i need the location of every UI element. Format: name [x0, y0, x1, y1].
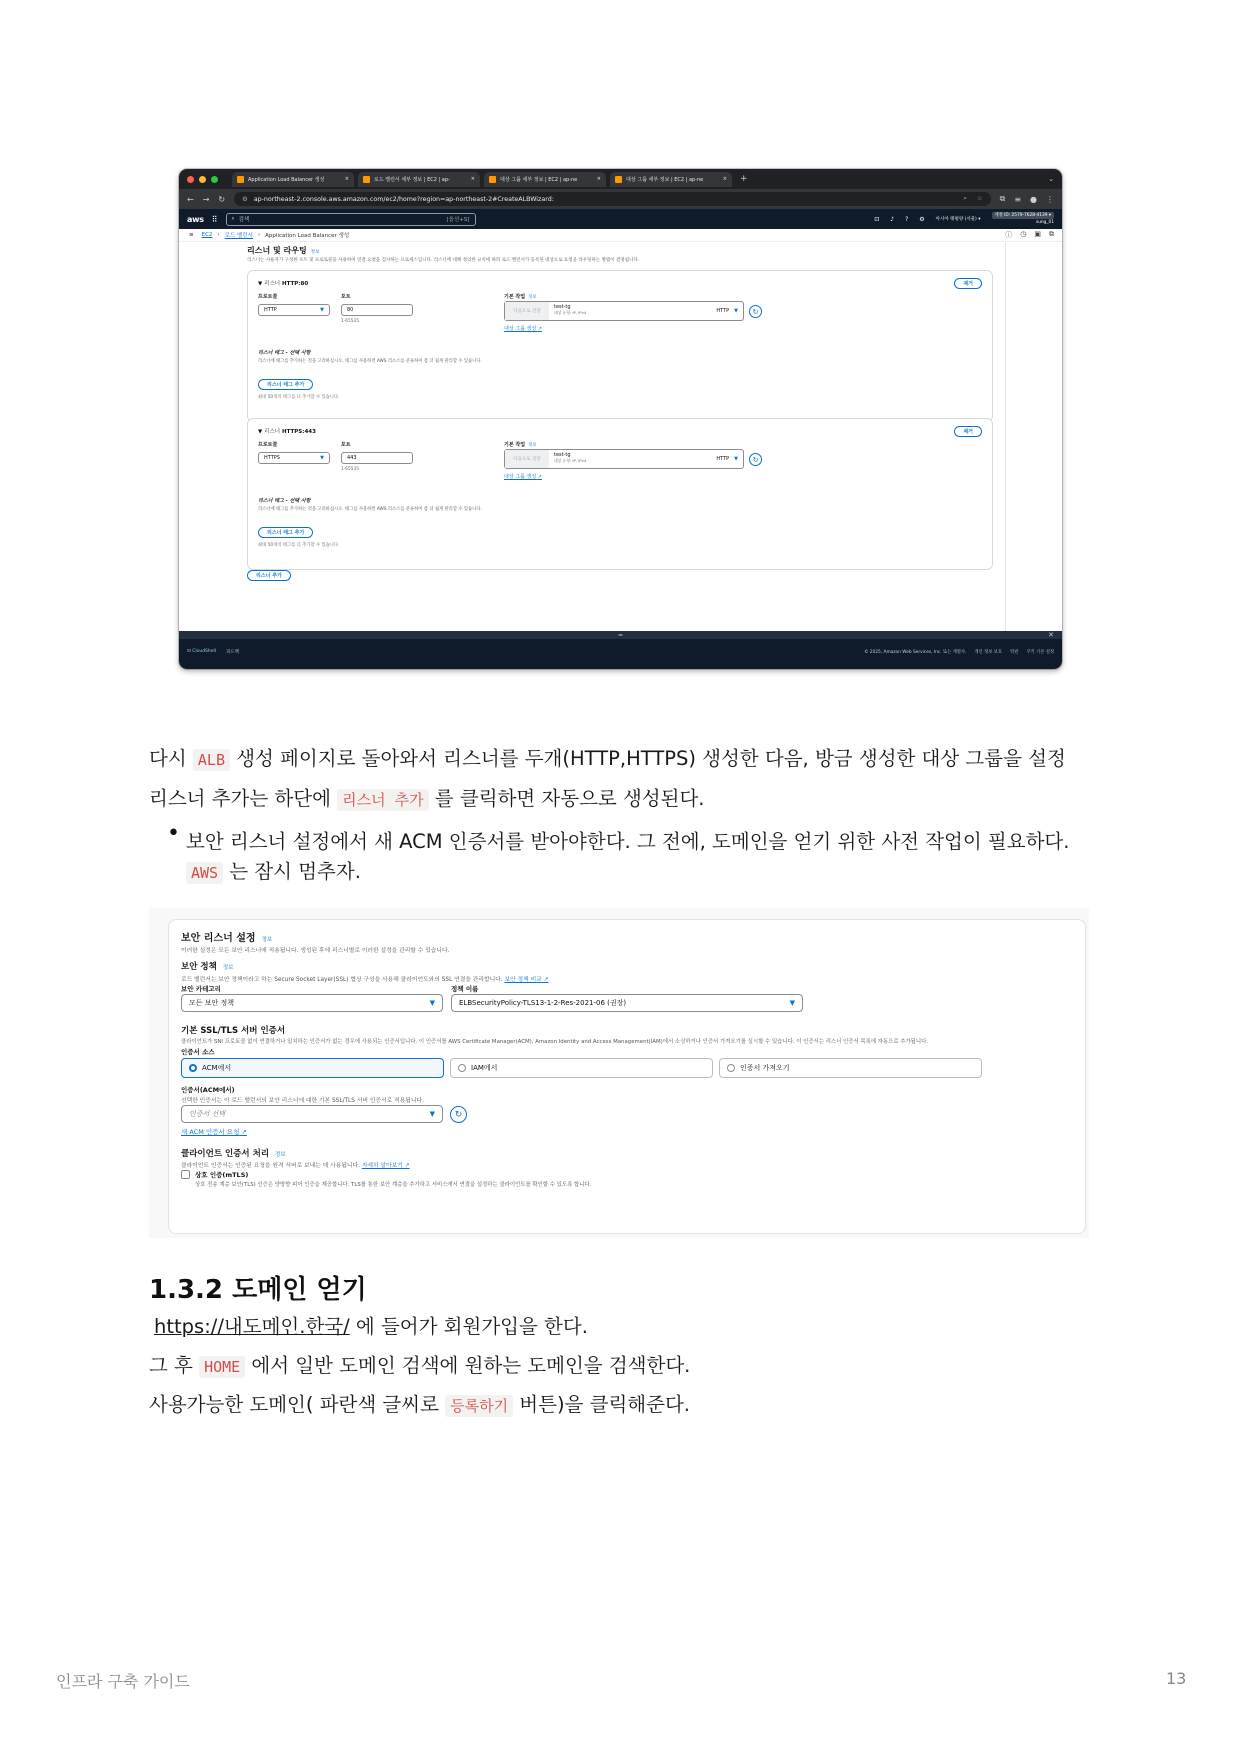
acm-cert-label: 인증서(ACM에서): [181, 1086, 235, 1094]
forward-to-label: 다음으로 전달: [505, 302, 549, 320]
default-action-select[interactable]: [504, 449, 744, 469]
dropdown-arrow-icon: ▼: [429, 1110, 435, 1118]
learn-more-link[interactable]: 자세히 알아보기 ↗: [361, 1163, 410, 1169]
refresh-icon[interactable]: ↻: [749, 453, 762, 466]
extensions-icon[interactable]: ⧉: [999, 194, 1006, 203]
tag-limit-hint: 최대 50개의 태그를 더 추가할 수 있습니다.: [258, 395, 340, 400]
footer-title: 인프라 구축 가이드: [56, 1672, 190, 1691]
close-tab-icon[interactable]: ×: [722, 176, 727, 182]
help-icon[interactable]: ?: [905, 215, 909, 223]
external-link-icon: ↗: [543, 977, 549, 983]
client-cert-title: 클라이언트 인증서 처리 정보: [181, 1149, 286, 1159]
aws-top-nav: [179, 209, 1062, 229]
inline-code: AWS: [186, 862, 223, 884]
address-bar: [179, 189, 1062, 209]
reading-list-icon[interactable]: ≡: [1014, 194, 1022, 204]
dropdown-arrow-icon: ▼: [429, 999, 435, 1007]
target-protocol: HTTP: [716, 308, 730, 314]
paragraph: https://내도메인.한국/ 에 들어가 회원가입을 한다.: [154, 1315, 588, 1338]
aws-search-input[interactable]: [226, 213, 476, 226]
secure-listener-panel: [168, 919, 1086, 1234]
inline-code: HOME: [199, 1356, 245, 1378]
radio-icon: [458, 1064, 466, 1072]
security-category-select[interactable]: 모든 보안 정책 ▼: [181, 994, 443, 1012]
target-group: test-tg 대상 유형: IP, IPv4: [554, 304, 587, 315]
refresh-icon[interactable]: ↻: [450, 1106, 467, 1123]
info-link[interactable]: 정보: [275, 1152, 286, 1158]
cert-description: 클라이언트가 SNI 프로토콜 없이 연결하거나 일치하는 인증서가 없는 경우에 사용되는 인증서입니다. 이 인증서를 AWS Certificate Manager(ACM), Amazon Identity and Access Management(IAM)에서 소싱하거나 인증서 가져오기를 실시할 수 있습니다. 이 인증서는 리스너 인증서 목록에 자동으로 추가됩니다.: [181, 1039, 928, 1045]
info-link[interactable]: 정보: [222, 965, 234, 971]
listener-tags-description: 리스너에 태그를 추가하는 것을 고려하십시오. 태그를 사용하면 AWS 리소스를 분류하여 좀 더 쉽게 관리할 수 있습니다.: [258, 359, 482, 364]
clock-icon[interactable]: ◷: [1020, 230, 1027, 238]
info-link[interactable]: 정보: [261, 937, 273, 943]
secure-description: 이러한 설정은 모든 보안 리스너에 적용됩니다. 생성된 후에 리스너별로 이러한 설정을 관리할 수 있습니다.: [181, 948, 450, 954]
notifications-bell-icon[interactable]: ♪: [890, 215, 895, 223]
external-link-icon: ↗: [404, 1163, 410, 1169]
bullet-icon: •: [167, 821, 180, 846]
remove-listener-button[interactable]: 제거: [954, 426, 982, 437]
search-icon: ⌕: [231, 215, 235, 222]
refresh-icon[interactable]: ↻: [749, 305, 762, 318]
url-field[interactable]: [234, 192, 990, 206]
mtls-label: 상호 인증(mTLS): [195, 1171, 249, 1179]
create-target-group-link[interactable]: 대상 그룹 생성 ↗: [504, 326, 542, 332]
mtls-description: 상호 전송 계층 보안(TLS) 인증은 양방향 피어 인증을 제공합니다. TLS를 통한 보안 계층을 추가하고 서비스에서 연결을 설정하는 클라이언트를 확인할 수 있도록 합니다.: [195, 1182, 592, 1188]
policy-name-label: 정책 이름: [451, 985, 479, 993]
cert-source-label: 인증서 소스: [181, 1048, 215, 1056]
aws-favicon-icon: [615, 176, 622, 183]
browser-tab[interactable]: [610, 172, 732, 187]
close-tab-icon[interactable]: ×: [470, 176, 475, 182]
breadcrumb-current: Application Load Balancer 생성: [265, 233, 350, 239]
panel-resize-bar[interactable]: [179, 631, 1062, 639]
cloudshell-link[interactable]: ⊡ CloudShell: [187, 649, 217, 654]
inline-code: 등록하기: [445, 1395, 513, 1417]
region-selector[interactable]: 아시아 태평양 (서울) ▾: [935, 217, 981, 222]
dropdown-arrow-icon: ▼: [789, 999, 795, 1007]
settings-gear-icon[interactable]: ⚙: [919, 215, 925, 223]
protocol-label: 프로토콜: [258, 442, 278, 448]
port-label: 포트: [341, 294, 351, 300]
breadcrumb-ec2[interactable]: EC2: [201, 232, 213, 238]
terms-link[interactable]: 약관: [1010, 650, 1019, 655]
radio-icon: [727, 1064, 735, 1072]
profile-avatar-icon[interactable]: ●: [1030, 194, 1037, 204]
breadcrumb-load-balancers[interactable]: 로드 밸런서: [224, 233, 253, 239]
add-listener-tag-button[interactable]: 리스너 태그 추가: [258, 527, 313, 538]
listener-card-http: [247, 270, 993, 422]
policy-name-select[interactable]: ELBSecurityPolicy-TLS13-1-2-Res-2021-06 (권장) ▼: [451, 994, 803, 1012]
external-link-icon: ↗: [537, 326, 542, 332]
add-listener-tag-button[interactable]: 리스너 태그 추가: [258, 379, 313, 390]
browser-tab[interactable]: [484, 172, 606, 187]
tab-title: 대상 그룹 세부 정보 | EC2 | ap-ne: [500, 176, 578, 183]
aws-favicon-icon: [237, 176, 244, 183]
paragraph: 다시 ALB 생성 페이지로 돌아와서 리스너를 두개(HTTP,HTTPS) 생성한 다음, 방금 생성한 대상 그룹을 설정: [149, 747, 1066, 770]
panel-icon[interactable]: ▣: [1034, 230, 1041, 238]
breadcrumb: [179, 229, 1062, 242]
acm-cert-description: 선택한 인증서는 이 로드 밸런서의 보안 리스너에 대한 기본 SSL/TLS 서버 인증서로 적용됩니다.: [181, 1098, 424, 1104]
port-input[interactable]: 80: [341, 304, 413, 316]
account-user: sung_01: [1035, 220, 1054, 225]
source-iam-radio[interactable]: IAM에서: [450, 1058, 713, 1078]
port-hint: 1-65535: [341, 467, 359, 472]
dropdown-arrow-icon: ▼: [320, 455, 324, 461]
maximize-window-button[interactable]: [211, 176, 218, 183]
listener-header[interactable]: ▼ 리스너 HTTP:80: [258, 281, 309, 287]
compare-policies-link[interactable]: 보안 정책 비교 ↗: [504, 977, 549, 983]
zoom-icon[interactable]: ⌕: [963, 195, 967, 202]
page-number: 13: [1166, 1669, 1187, 1688]
listener-tags-title: 리스너 태그 - 선택 사항: [258, 350, 311, 356]
listener-header[interactable]: ▼ 리스너 HTTPS:443: [258, 429, 316, 435]
browser-tab[interactable]: [358, 172, 480, 187]
aws-logo[interactable]: aws: [187, 214, 204, 224]
listener-section: [247, 242, 1001, 639]
window-controls: [187, 176, 218, 183]
mtls-checkbox[interactable]: [181, 1170, 190, 1179]
close-tab-icon[interactable]: ×: [596, 176, 601, 182]
radio-selected-icon: [189, 1064, 197, 1072]
listener-card-https: [247, 418, 993, 570]
search-placeholder: 검색: [238, 217, 250, 223]
policy-title: 보안 정책 정보: [181, 962, 234, 972]
target-group: test-tg 대상 유형: IP, IPv4: [554, 452, 587, 463]
external-link-icon: ↗: [537, 474, 542, 480]
info-icon[interactable]: ⓘ: [1005, 231, 1013, 239]
tab-title: 로드 밸런서 세부 정보 | EC2 | ap-: [374, 176, 450, 183]
source-import-radio[interactable]: 인증서 가져오기: [719, 1058, 982, 1078]
bullet-text-continued: AWS 는 잠시 멈추자.: [186, 856, 361, 884]
target-protocol: HTTP: [716, 456, 730, 462]
client-cert-description: 클라이언트 인증서는 인증된 요청을 원격 서버로 보내는 데 사용됩니다. 자세히 알아보기 ↗: [181, 1163, 410, 1169]
close-tab-icon[interactable]: ×: [344, 176, 349, 182]
section-heading: 1.3.2 도메인 얻기: [149, 1275, 367, 1305]
paragraph: 리스너 추가는 하단에 리스너 추가 를 클릭하면 자동으로 생성된다.: [149, 787, 705, 810]
dropdown-arrow-icon: ▼: [734, 308, 738, 314]
protocol-select[interactable]: HTTP ▼: [258, 304, 330, 316]
minimize-window-button[interactable]: [199, 176, 206, 183]
remove-listener-button[interactable]: 제거: [954, 278, 982, 289]
tab-title: 대상 그룹 세부 정보 | EC2 | ap-ne: [626, 176, 704, 183]
dropdown-arrow-icon: ▼: [320, 307, 324, 313]
external-link-icon: ↗: [241, 1128, 247, 1136]
copyright-text: © 2025, Amazon Web Services, Inc. 또는 계열사.: [864, 650, 967, 655]
forward-to-label: 다음으로 전달: [505, 450, 549, 468]
scroll-divider: [1005, 242, 1006, 639]
reload-icon[interactable]: ↻: [218, 194, 226, 204]
create-target-group-link[interactable]: 대상 그룹 생성 ↗: [504, 474, 542, 480]
protocol-select[interactable]: HTTPS ▼: [258, 452, 330, 464]
console-screenshot: [179, 169, 1062, 669]
page-utility-icons: [1005, 230, 1062, 240]
port-input[interactable]: 443: [341, 452, 413, 464]
privacy-link[interactable]: 개인 정보 보호: [974, 650, 1003, 655]
default-action-label: 기본 작업 정보: [504, 442, 537, 448]
inline-code: 리스너 추가: [337, 789, 428, 811]
certificate-select[interactable]: 인증서 선택 ▼: [181, 1105, 443, 1123]
listener-tags-description: 리스너에 태그를 추가하는 것을 고려하십시오. 태그를 사용하면 AWS 리소스를 분류하여 좀 더 쉽게 관리할 수 있습니다.: [258, 507, 482, 512]
account-id: 계정 ID: 2579-7628-4139 ▾: [992, 212, 1055, 219]
drag-handle-icon[interactable]: ═: [618, 631, 623, 639]
aws-nav-right: [874, 212, 1054, 226]
feedback-link[interactable]: 피드백: [226, 650, 240, 655]
tab-title: Application Load Balancer 생성: [248, 176, 325, 183]
default-action-label: 기본 작업 정보: [504, 294, 537, 300]
site-settings-icon[interactable]: ⚙: [242, 195, 248, 203]
inline-code: ALB: [193, 749, 230, 771]
port-label: 포트: [341, 442, 351, 448]
request-acm-cert-link[interactable]: 새 ACM 인증서 요청 ↗: [181, 1128, 247, 1136]
cloudshell-icon[interactable]: ⊡: [874, 215, 880, 223]
port-hint: 1-65535: [341, 319, 359, 324]
secure-listener-screenshot: [149, 908, 1089, 1238]
close-window-button[interactable]: [187, 176, 194, 183]
cert-title: 기본 SSL/TLS 서버 인증서: [181, 1026, 286, 1036]
bookmark-star-icon[interactable]: ☆: [976, 195, 983, 202]
paragraph: 그 후 HOME 에서 일반 도메인 검색에 원하는 도메인을 검색한다.: [149, 1354, 691, 1377]
cookie-preferences-link[interactable]: 쿠키 기본 설정: [1026, 650, 1054, 655]
browser-tab-bar: [179, 169, 1062, 189]
expand-icon[interactable]: ⧉: [1049, 230, 1054, 238]
paragraph: 사용가능한 도메인( 파란색 글씨로 등록하기 버튼)을 클릭해준다.: [149, 1393, 690, 1416]
protocol-label: 프로토콜: [258, 294, 278, 300]
secure-title: 보안 리스너 설정 정보: [181, 933, 273, 944]
aws-favicon-icon: [363, 176, 370, 183]
chevron-right-icon: ›: [217, 232, 220, 238]
chevron-right-icon: ›: [257, 232, 261, 238]
tab-menu-chevron-icon[interactable]: ⌄: [1048, 175, 1054, 183]
category-label: 보안 카테고리: [181, 985, 221, 993]
default-action-select[interactable]: [504, 301, 744, 321]
new-tab-icon[interactable]: +: [740, 174, 748, 184]
source-acm-radio[interactable]: ACM에서: [181, 1058, 444, 1078]
url-text: ap-northeast-2.console.aws.amazon.com/ec2/home?region=ap-northeast-2#CreateALBWizard:: [253, 195, 554, 203]
browser-tab[interactable]: [232, 172, 354, 187]
policy-description: 로드 밸런서는 보안 정책이라고 하는 Secure Socket Layer(SSL) 협상 구성을 사용해 클라이언트와의 SSL 연결을 관리합니다. 보안 정책 비교 ↗: [181, 977, 549, 983]
console-footer: [179, 639, 1062, 669]
close-icon[interactable]: ✕: [1048, 631, 1054, 639]
aws-favicon-icon: [489, 176, 496, 183]
back-arrow-icon[interactable]: ←: [187, 194, 194, 204]
listener-tags-title: 리스너 태그 - 선택 사항: [258, 498, 311, 504]
tag-limit-hint: 최대 50개의 태그를 더 추가할 수 있습니다.: [258, 543, 340, 548]
section-title: 리스너 및 라우팅 정보: [247, 246, 320, 255]
section-description: 리스너는 사용자가 구성한 포트 및 프로토콜을 사용하여 연결 요청을 검사하는 프로세스입니다. 리스너에 대해 정의한 규칙에 따라 로드 밸런서가 등록된 대상으로 요청을 라우팅하는 방법이 결정됩니다.: [247, 258, 640, 263]
dropdown-arrow-icon: ▼: [734, 456, 738, 462]
forward-arrow-icon[interactable]: →: [202, 194, 210, 204]
console-body: [179, 229, 1062, 639]
add-listener-button[interactable]: 리스너 추가: [247, 570, 291, 581]
account-menu[interactable]: [992, 212, 1055, 226]
hamburger-menu-icon[interactable]: ≡: [189, 232, 194, 238]
services-grid-icon[interactable]: ⠿: [211, 214, 218, 224]
domain-site-link[interactable]: https://내도메인.한국/: [154, 1315, 350, 1338]
info-link[interactable]: 정보: [310, 250, 320, 255]
search-shortcut: [옵션+S]: [446, 217, 470, 223]
bullet-text: 보안 리스너 설정에서 새 ACM 인증서를 받아야한다. 그 전에, 도메인을 얻기 위한 사전 작업이 필요하다.: [186, 830, 1070, 853]
browser-menu-icon[interactable]: ⋮: [1046, 194, 1054, 204]
